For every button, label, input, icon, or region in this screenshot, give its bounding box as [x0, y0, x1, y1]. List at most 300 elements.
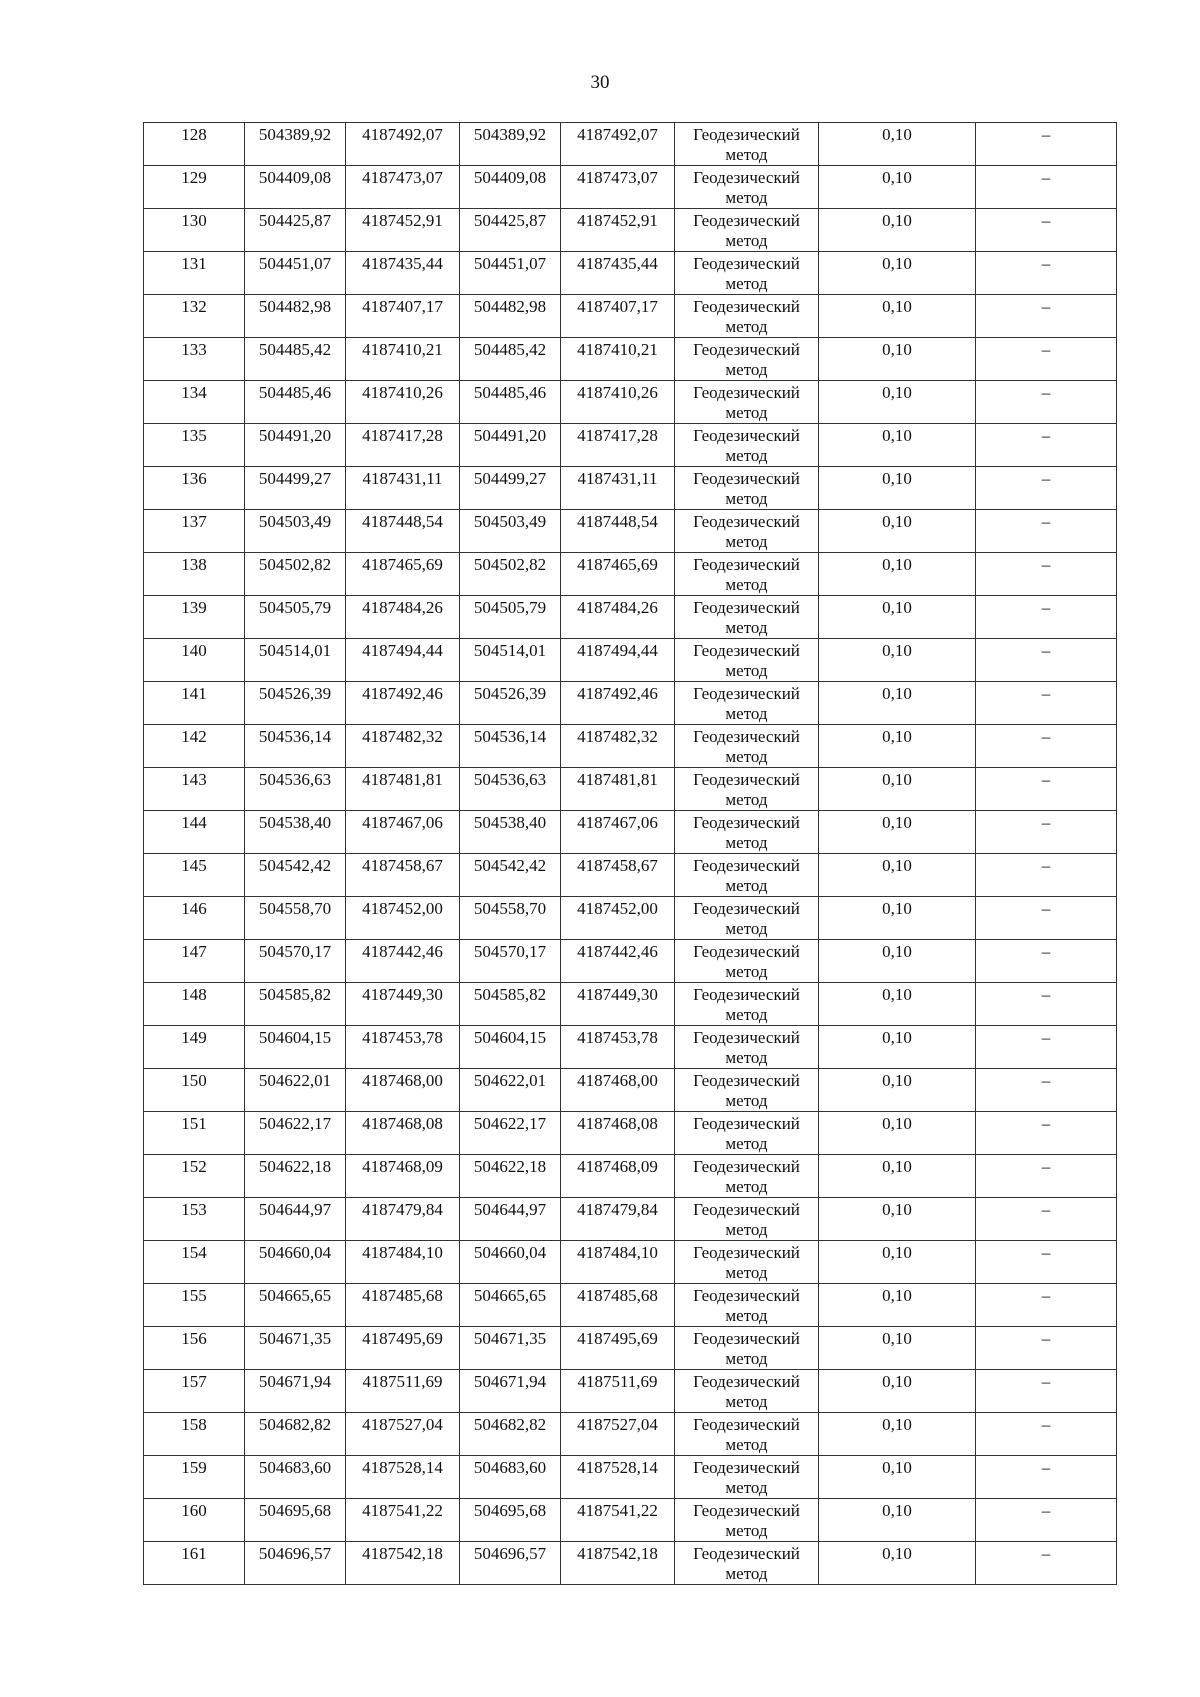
x-coordinate-existing-cell: 504542,42 — [460, 854, 561, 897]
method-cell: Геодезический метод — [675, 467, 819, 510]
note-cell: – — [976, 940, 1117, 983]
y-coordinate-existing-cell: 4187417,28 — [561, 424, 675, 467]
table-row — [144, 1198, 1117, 1241]
x-coordinate-cell: 504451,07 — [245, 252, 346, 295]
method-cell: Геодезический метод — [675, 1284, 819, 1327]
coordinates-table — [143, 122, 1117, 1585]
x-coordinate-existing-cell: 504485,42 — [460, 338, 561, 381]
x-coordinate-existing-cell: 504671,94 — [460, 1370, 561, 1413]
note-cell: – — [976, 811, 1117, 854]
x-coordinate-cell: 504536,14 — [245, 725, 346, 768]
y-coordinate-cell: 4187449,30 — [346, 983, 460, 1026]
point-number-cell: 140 — [144, 639, 245, 682]
note-cell: – — [976, 1026, 1117, 1069]
y-coordinate-cell: 4187484,26 — [346, 596, 460, 639]
table-row — [144, 1456, 1117, 1499]
point-number-cell: 152 — [144, 1155, 245, 1198]
accuracy-cell: 0,10 — [819, 1370, 976, 1413]
table-row — [144, 983, 1117, 1026]
y-coordinate-existing-cell: 4187407,17 — [561, 295, 675, 338]
y-coordinate-cell: 4187458,67 — [346, 854, 460, 897]
accuracy-cell: 0,10 — [819, 1026, 976, 1069]
x-coordinate-cell: 504425,87 — [245, 209, 346, 252]
y-coordinate-existing-cell: 4187481,81 — [561, 768, 675, 811]
table-row — [144, 424, 1117, 467]
y-coordinate-cell: 4187407,17 — [346, 295, 460, 338]
method-cell: Геодезический метод — [675, 682, 819, 725]
method-cell: Геодезический метод — [675, 424, 819, 467]
accuracy-cell: 0,10 — [819, 295, 976, 338]
x-coordinate-cell: 504558,70 — [245, 897, 346, 940]
table-row — [144, 1327, 1117, 1370]
y-coordinate-existing-cell: 4187467,06 — [561, 811, 675, 854]
note-cell: – — [976, 1499, 1117, 1542]
point-number-cell: 131 — [144, 252, 245, 295]
y-coordinate-existing-cell: 4187527,04 — [561, 1413, 675, 1456]
y-coordinate-existing-cell: 4187482,32 — [561, 725, 675, 768]
accuracy-cell: 0,10 — [819, 725, 976, 768]
accuracy-cell: 0,10 — [819, 1413, 976, 1456]
point-number-cell: 161 — [144, 1542, 245, 1585]
accuracy-cell: 0,10 — [819, 166, 976, 209]
x-coordinate-existing-cell: 504491,20 — [460, 424, 561, 467]
accuracy-cell: 0,10 — [819, 1327, 976, 1370]
x-coordinate-existing-cell: 504695,68 — [460, 1499, 561, 1542]
x-coordinate-existing-cell: 504538,40 — [460, 811, 561, 854]
accuracy-cell: 0,10 — [819, 1284, 976, 1327]
point-number-cell: 155 — [144, 1284, 245, 1327]
method-cell: Геодезический метод — [675, 1327, 819, 1370]
table-row — [144, 1069, 1117, 1112]
point-number-cell: 133 — [144, 338, 245, 381]
method-cell: Геодезический метод — [675, 166, 819, 209]
y-coordinate-existing-cell: 4187435,44 — [561, 252, 675, 295]
x-coordinate-cell: 504604,15 — [245, 1026, 346, 1069]
y-coordinate-cell: 4187527,04 — [346, 1413, 460, 1456]
accuracy-cell: 0,10 — [819, 1069, 976, 1112]
point-number-cell: 149 — [144, 1026, 245, 1069]
point-number-cell: 139 — [144, 596, 245, 639]
accuracy-cell: 0,10 — [819, 1499, 976, 1542]
x-coordinate-existing-cell: 504536,63 — [460, 768, 561, 811]
x-coordinate-existing-cell: 504696,57 — [460, 1542, 561, 1585]
x-coordinate-cell: 504409,08 — [245, 166, 346, 209]
note-cell: – — [976, 596, 1117, 639]
method-cell: Геодезический метод — [675, 553, 819, 596]
x-coordinate-existing-cell: 504683,60 — [460, 1456, 561, 1499]
y-coordinate-cell: 4187468,00 — [346, 1069, 460, 1112]
y-coordinate-existing-cell: 4187452,00 — [561, 897, 675, 940]
y-coordinate-existing-cell: 4187485,68 — [561, 1284, 675, 1327]
x-coordinate-existing-cell: 504604,15 — [460, 1026, 561, 1069]
y-coordinate-cell: 4187410,21 — [346, 338, 460, 381]
point-number-cell: 151 — [144, 1112, 245, 1155]
table-row — [144, 381, 1117, 424]
table-row — [144, 1026, 1117, 1069]
point-number-cell: 130 — [144, 209, 245, 252]
method-cell: Геодезический метод — [675, 510, 819, 553]
x-coordinate-cell: 504389,92 — [245, 123, 346, 166]
table-row — [144, 811, 1117, 854]
y-coordinate-cell: 4187541,22 — [346, 1499, 460, 1542]
method-cell: Геодезический метод — [675, 897, 819, 940]
point-number-cell: 154 — [144, 1241, 245, 1284]
y-coordinate-cell: 4187468,08 — [346, 1112, 460, 1155]
accuracy-cell: 0,10 — [819, 424, 976, 467]
point-number-cell: 156 — [144, 1327, 245, 1370]
accuracy-cell: 0,10 — [819, 596, 976, 639]
note-cell: – — [976, 166, 1117, 209]
x-coordinate-existing-cell: 504536,14 — [460, 725, 561, 768]
y-coordinate-cell: 4187479,84 — [346, 1198, 460, 1241]
table-row — [144, 768, 1117, 811]
table-row — [144, 209, 1117, 252]
y-coordinate-existing-cell: 4187484,10 — [561, 1241, 675, 1284]
accuracy-cell: 0,10 — [819, 1112, 976, 1155]
x-coordinate-cell: 504505,79 — [245, 596, 346, 639]
method-cell: Геодезический метод — [675, 596, 819, 639]
note-cell: – — [976, 1413, 1117, 1456]
x-coordinate-existing-cell: 504622,18 — [460, 1155, 561, 1198]
y-coordinate-cell: 4187492,07 — [346, 123, 460, 166]
y-coordinate-cell: 4187417,28 — [346, 424, 460, 467]
y-coordinate-existing-cell: 4187453,78 — [561, 1026, 675, 1069]
point-number-cell: 147 — [144, 940, 245, 983]
point-number-cell: 134 — [144, 381, 245, 424]
table-row — [144, 123, 1117, 166]
y-coordinate-existing-cell: 4187410,21 — [561, 338, 675, 381]
accuracy-cell: 0,10 — [819, 1198, 976, 1241]
method-cell: Геодезический метод — [675, 1456, 819, 1499]
method-cell: Геодезический метод — [675, 252, 819, 295]
y-coordinate-existing-cell: 4187452,91 — [561, 209, 675, 252]
method-cell: Геодезический метод — [675, 768, 819, 811]
accuracy-cell: 0,10 — [819, 1542, 976, 1585]
x-coordinate-cell: 504622,01 — [245, 1069, 346, 1112]
table-row — [144, 682, 1117, 725]
x-coordinate-cell: 504570,17 — [245, 940, 346, 983]
note-cell: – — [976, 1069, 1117, 1112]
method-cell: Геодезический метод — [675, 1026, 819, 1069]
point-number-cell: 148 — [144, 983, 245, 1026]
y-coordinate-cell: 4187492,46 — [346, 682, 460, 725]
x-coordinate-existing-cell: 504671,35 — [460, 1327, 561, 1370]
y-coordinate-cell: 4187528,14 — [346, 1456, 460, 1499]
point-number-cell: 159 — [144, 1456, 245, 1499]
x-coordinate-existing-cell: 504622,17 — [460, 1112, 561, 1155]
table-row — [144, 725, 1117, 768]
y-coordinate-cell: 4187448,54 — [346, 510, 460, 553]
y-coordinate-cell: 4187453,78 — [346, 1026, 460, 1069]
note-cell: – — [976, 639, 1117, 682]
note-cell: – — [976, 1370, 1117, 1413]
point-number-cell: 128 — [144, 123, 245, 166]
x-coordinate-cell: 504696,57 — [245, 1542, 346, 1585]
x-coordinate-cell: 504542,42 — [245, 854, 346, 897]
method-cell: Геодезический метод — [675, 725, 819, 768]
x-coordinate-cell: 504538,40 — [245, 811, 346, 854]
y-coordinate-existing-cell: 4187492,07 — [561, 123, 675, 166]
x-coordinate-existing-cell: 504585,82 — [460, 983, 561, 1026]
y-coordinate-existing-cell: 4187468,00 — [561, 1069, 675, 1112]
accuracy-cell: 0,10 — [819, 639, 976, 682]
x-coordinate-existing-cell: 504665,65 — [460, 1284, 561, 1327]
x-coordinate-cell: 504585,82 — [245, 983, 346, 1026]
method-cell: Геодезический метод — [675, 209, 819, 252]
method-cell: Геодезический метод — [675, 338, 819, 381]
y-coordinate-existing-cell: 4187511,69 — [561, 1370, 675, 1413]
point-number-cell: 132 — [144, 295, 245, 338]
y-coordinate-existing-cell: 4187484,26 — [561, 596, 675, 639]
note-cell: – — [976, 768, 1117, 811]
method-cell: Геодезический метод — [675, 1413, 819, 1456]
table-row — [144, 1241, 1117, 1284]
accuracy-cell: 0,10 — [819, 1456, 976, 1499]
accuracy-cell: 0,10 — [819, 811, 976, 854]
method-cell: Геодезический метод — [675, 983, 819, 1026]
table-row — [144, 940, 1117, 983]
y-coordinate-cell: 4187481,81 — [346, 768, 460, 811]
y-coordinate-cell: 4187473,07 — [346, 166, 460, 209]
x-coordinate-cell: 504695,68 — [245, 1499, 346, 1542]
x-coordinate-cell: 504665,65 — [245, 1284, 346, 1327]
method-cell: Геодезический метод — [675, 295, 819, 338]
accuracy-cell: 0,10 — [819, 209, 976, 252]
x-coordinate-existing-cell: 504526,39 — [460, 682, 561, 725]
point-number-cell: 153 — [144, 1198, 245, 1241]
accuracy-cell: 0,10 — [819, 553, 976, 596]
y-coordinate-cell: 4187542,18 — [346, 1542, 460, 1585]
table-row — [144, 1155, 1117, 1198]
y-coordinate-existing-cell: 4187449,30 — [561, 983, 675, 1026]
accuracy-cell: 0,10 — [819, 1241, 976, 1284]
y-coordinate-cell: 4187452,00 — [346, 897, 460, 940]
y-coordinate-existing-cell: 4187542,18 — [561, 1542, 675, 1585]
method-cell: Геодезический метод — [675, 381, 819, 424]
y-coordinate-existing-cell: 4187473,07 — [561, 166, 675, 209]
x-coordinate-cell: 504622,17 — [245, 1112, 346, 1155]
method-cell: Геодезический метод — [675, 1155, 819, 1198]
method-cell: Геодезический метод — [675, 854, 819, 897]
y-coordinate-existing-cell: 4187442,46 — [561, 940, 675, 983]
accuracy-cell: 0,10 — [819, 123, 976, 166]
x-coordinate-existing-cell: 504644,97 — [460, 1198, 561, 1241]
table-row — [144, 1370, 1117, 1413]
accuracy-cell: 0,10 — [819, 510, 976, 553]
table-row — [144, 338, 1117, 381]
y-coordinate-existing-cell: 4187410,26 — [561, 381, 675, 424]
point-number-cell: 158 — [144, 1413, 245, 1456]
method-cell: Геодезический метод — [675, 1370, 819, 1413]
page-number: 30 — [590, 72, 610, 93]
note-cell: – — [976, 1112, 1117, 1155]
note-cell: – — [976, 510, 1117, 553]
accuracy-cell: 0,10 — [819, 897, 976, 940]
note-cell: – — [976, 1327, 1117, 1370]
x-coordinate-cell: 504499,27 — [245, 467, 346, 510]
x-coordinate-cell: 504491,20 — [245, 424, 346, 467]
table-row — [144, 1499, 1117, 1542]
y-coordinate-cell: 4187484,10 — [346, 1241, 460, 1284]
accuracy-cell: 0,10 — [819, 467, 976, 510]
note-cell: – — [976, 424, 1117, 467]
point-number-cell: 135 — [144, 424, 245, 467]
y-coordinate-existing-cell: 4187541,22 — [561, 1499, 675, 1542]
note-cell: – — [976, 725, 1117, 768]
y-coordinate-cell: 4187511,69 — [346, 1370, 460, 1413]
x-coordinate-existing-cell: 504409,08 — [460, 166, 561, 209]
point-number-cell: 160 — [144, 1499, 245, 1542]
x-coordinate-existing-cell: 504425,87 — [460, 209, 561, 252]
table-row — [144, 166, 1117, 209]
x-coordinate-cell: 504526,39 — [245, 682, 346, 725]
x-coordinate-existing-cell: 504389,92 — [460, 123, 561, 166]
x-coordinate-existing-cell: 504622,01 — [460, 1069, 561, 1112]
table-row — [144, 897, 1117, 940]
accuracy-cell: 0,10 — [819, 338, 976, 381]
method-cell: Геодезический метод — [675, 1112, 819, 1155]
point-number-cell: 146 — [144, 897, 245, 940]
table-row — [144, 1112, 1117, 1155]
x-coordinate-existing-cell: 504499,27 — [460, 467, 561, 510]
method-cell: Геодезический метод — [675, 1198, 819, 1241]
y-coordinate-cell: 4187465,69 — [346, 553, 460, 596]
method-cell: Геодезический метод — [675, 1542, 819, 1585]
x-coordinate-cell: 504660,04 — [245, 1241, 346, 1284]
note-cell: – — [976, 553, 1117, 596]
x-coordinate-cell: 504682,82 — [245, 1413, 346, 1456]
y-coordinate-cell: 4187482,32 — [346, 725, 460, 768]
point-number-cell: 157 — [144, 1370, 245, 1413]
x-coordinate-existing-cell: 504482,98 — [460, 295, 561, 338]
note-cell: – — [976, 897, 1117, 940]
table-row — [144, 1542, 1117, 1585]
y-coordinate-existing-cell: 4187448,54 — [561, 510, 675, 553]
note-cell: – — [976, 381, 1117, 424]
table-row — [144, 510, 1117, 553]
point-number-cell: 137 — [144, 510, 245, 553]
x-coordinate-cell: 504502,82 — [245, 553, 346, 596]
note-cell: – — [976, 467, 1117, 510]
table-row — [144, 1284, 1117, 1327]
note-cell: – — [976, 338, 1117, 381]
x-coordinate-cell: 504622,18 — [245, 1155, 346, 1198]
accuracy-cell: 0,10 — [819, 940, 976, 983]
method-cell: Геодезический метод — [675, 639, 819, 682]
y-coordinate-cell: 4187442,46 — [346, 940, 460, 983]
y-coordinate-cell: 4187468,09 — [346, 1155, 460, 1198]
table-row — [144, 467, 1117, 510]
x-coordinate-existing-cell: 504682,82 — [460, 1413, 561, 1456]
x-coordinate-cell: 504485,46 — [245, 381, 346, 424]
y-coordinate-existing-cell: 4187479,84 — [561, 1198, 675, 1241]
x-coordinate-existing-cell: 504570,17 — [460, 940, 561, 983]
x-coordinate-cell: 504683,60 — [245, 1456, 346, 1499]
note-cell: – — [976, 1198, 1117, 1241]
accuracy-cell: 0,10 — [819, 381, 976, 424]
method-cell: Геодезический метод — [675, 1499, 819, 1542]
accuracy-cell: 0,10 — [819, 768, 976, 811]
y-coordinate-existing-cell: 4187492,46 — [561, 682, 675, 725]
y-coordinate-existing-cell: 4187528,14 — [561, 1456, 675, 1499]
y-coordinate-cell: 4187494,44 — [346, 639, 460, 682]
note-cell: – — [976, 682, 1117, 725]
x-coordinate-existing-cell: 504558,70 — [460, 897, 561, 940]
x-coordinate-existing-cell: 504503,49 — [460, 510, 561, 553]
note-cell: – — [976, 1542, 1117, 1585]
x-coordinate-existing-cell: 504485,46 — [460, 381, 561, 424]
method-cell: Геодезический метод — [675, 1069, 819, 1112]
x-coordinate-cell: 504503,49 — [245, 510, 346, 553]
point-number-cell: 136 — [144, 467, 245, 510]
point-number-cell: 144 — [144, 811, 245, 854]
note-cell: – — [976, 252, 1117, 295]
note-cell: – — [976, 295, 1117, 338]
y-coordinate-existing-cell: 4187468,08 — [561, 1112, 675, 1155]
x-coordinate-cell: 504485,42 — [245, 338, 346, 381]
point-number-cell: 145 — [144, 854, 245, 897]
accuracy-cell: 0,10 — [819, 983, 976, 1026]
y-coordinate-cell: 4187452,91 — [346, 209, 460, 252]
y-coordinate-existing-cell: 4187468,09 — [561, 1155, 675, 1198]
point-number-cell: 143 — [144, 768, 245, 811]
method-cell: Геодезический метод — [675, 940, 819, 983]
point-number-cell: 142 — [144, 725, 245, 768]
table-body — [144, 123, 1117, 1585]
note-cell: – — [976, 1241, 1117, 1284]
x-coordinate-existing-cell: 504514,01 — [460, 639, 561, 682]
accuracy-cell: 0,10 — [819, 854, 976, 897]
x-coordinate-existing-cell: 504502,82 — [460, 553, 561, 596]
y-coordinate-cell: 4187485,68 — [346, 1284, 460, 1327]
note-cell: – — [976, 983, 1117, 1026]
note-cell: – — [976, 209, 1117, 252]
note-cell: – — [976, 1284, 1117, 1327]
note-cell: – — [976, 854, 1117, 897]
method-cell: Геодезический метод — [675, 811, 819, 854]
x-coordinate-existing-cell: 504660,04 — [460, 1241, 561, 1284]
point-number-cell: 129 — [144, 166, 245, 209]
y-coordinate-cell: 4187431,11 — [346, 467, 460, 510]
x-coordinate-cell: 504536,63 — [245, 768, 346, 811]
point-number-cell: 141 — [144, 682, 245, 725]
y-coordinate-existing-cell: 4187431,11 — [561, 467, 675, 510]
table-row — [144, 596, 1117, 639]
x-coordinate-cell: 504482,98 — [245, 295, 346, 338]
x-coordinate-cell: 504671,94 — [245, 1370, 346, 1413]
note-cell: – — [976, 1155, 1117, 1198]
note-cell: – — [976, 123, 1117, 166]
y-coordinate-existing-cell: 4187458,67 — [561, 854, 675, 897]
y-coordinate-cell: 4187410,26 — [346, 381, 460, 424]
method-cell: Геодезический метод — [675, 1241, 819, 1284]
table-row — [144, 854, 1117, 897]
table-row — [144, 1413, 1117, 1456]
y-coordinate-cell: 4187467,06 — [346, 811, 460, 854]
x-coordinate-existing-cell: 504505,79 — [460, 596, 561, 639]
accuracy-cell: 0,10 — [819, 1155, 976, 1198]
x-coordinate-cell: 504671,35 — [245, 1327, 346, 1370]
x-coordinate-existing-cell: 504451,07 — [460, 252, 561, 295]
table-row — [144, 639, 1117, 682]
y-coordinate-existing-cell: 4187494,44 — [561, 639, 675, 682]
method-cell: Геодезический метод — [675, 123, 819, 166]
accuracy-cell: 0,10 — [819, 682, 976, 725]
x-coordinate-cell: 504644,97 — [245, 1198, 346, 1241]
note-cell: – — [976, 1456, 1117, 1499]
point-number-cell: 150 — [144, 1069, 245, 1112]
x-coordinate-cell: 504514,01 — [245, 639, 346, 682]
